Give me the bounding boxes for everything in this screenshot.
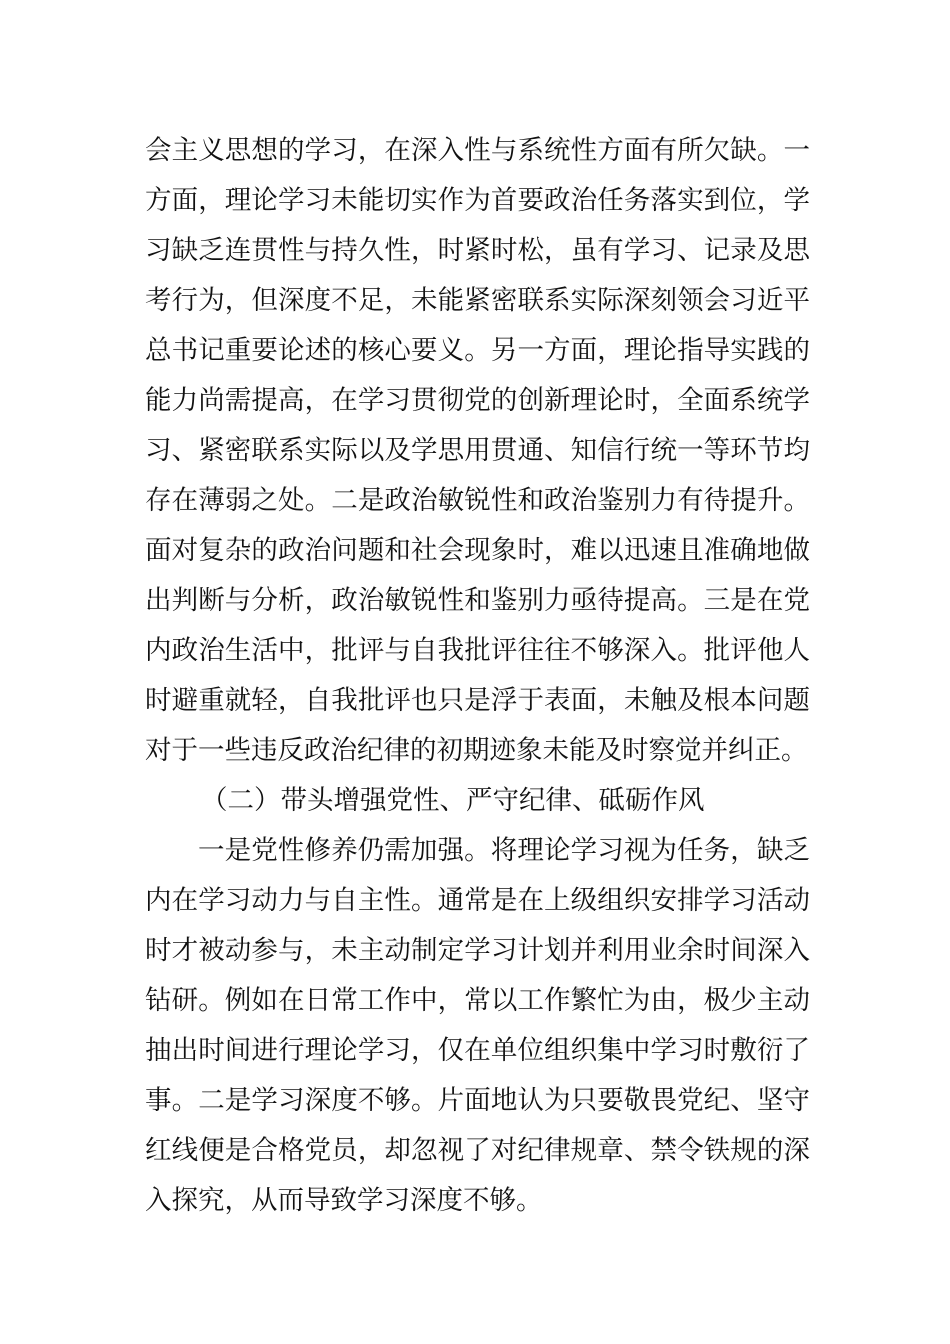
text-line: 红线便是合格党员，却忽视了对纪律规章、禁令铁规的深 xyxy=(145,1135,810,1166)
text-line: 一是党性修养仍需加强。将理论学习视为任务，缺乏 xyxy=(198,835,810,866)
document-body xyxy=(145,126,810,1226)
text-line: 时才被动参与，未主动制定学习计划并利用业余时间深入 xyxy=(145,935,810,966)
text-line: 方面，理论学习未能切实作为首要政治任务落实到位，学 xyxy=(145,185,810,216)
text-line: 事。二是学习深度不够。片面地认为只要敬畏党纪、坚守 xyxy=(145,1085,810,1116)
text-line: 内政治生活中，批评与自我批评往往不够深入。批评他人 xyxy=(145,635,810,666)
section-heading: （二）带头增强党性、严守纪律、砥砺作风 xyxy=(201,785,705,816)
text-line: 习缺乏连贯性与持久性，时紧时松，虽有学习、记录及思 xyxy=(145,235,810,266)
text-line: 内在学习动力与自主性。通常是在上级组织安排学习活动 xyxy=(145,885,810,916)
text-line: 入探究，从而导致学习深度不够。 xyxy=(145,1185,543,1216)
text-line: 出判断与分析，政治敏锐性和鉴别力亟待提高。三是在党 xyxy=(145,585,810,616)
text-line: 时避重就轻，自我批评也只是浮于表面，未触及根本问题 xyxy=(145,685,810,716)
paragraph-political-study xyxy=(145,126,810,776)
text-line: 习、紧密联系实际以及学思用贯通、知信行统一等环节均 xyxy=(145,435,810,466)
text-line: 钻研。例如在日常工作中，常以工作繁忙为由，极少主动 xyxy=(145,985,810,1016)
text-line: 能力尚需提高，在学习贯彻党的创新理论时，全面系统学 xyxy=(145,385,810,416)
text-line: 总书记重要论述的核心要义。另一方面，理论指导实践的 xyxy=(145,335,810,366)
text-line: 考行为，但深度不足，未能紧密联系实际深刻领会习近平 xyxy=(145,285,810,316)
text-line: 面对复杂的政治问题和社会现象时，难以迅速且准确地做 xyxy=(145,535,810,566)
text-line: 对于一些违反政治纪律的初期迹象未能及时察觉并纠正。 xyxy=(145,735,808,766)
text-line: 存在薄弱之处。二是政治敏锐性和政治鉴别力有待提升。 xyxy=(145,485,810,516)
paragraph-party-spirit xyxy=(145,826,810,1226)
text-line: 抽出时间进行理论学习，仅在单位组织集中学习时敷衍了 xyxy=(145,1035,810,1066)
text-line: 会主义思想的学习，在深入性与系统性方面有所欠缺。一 xyxy=(145,135,810,166)
